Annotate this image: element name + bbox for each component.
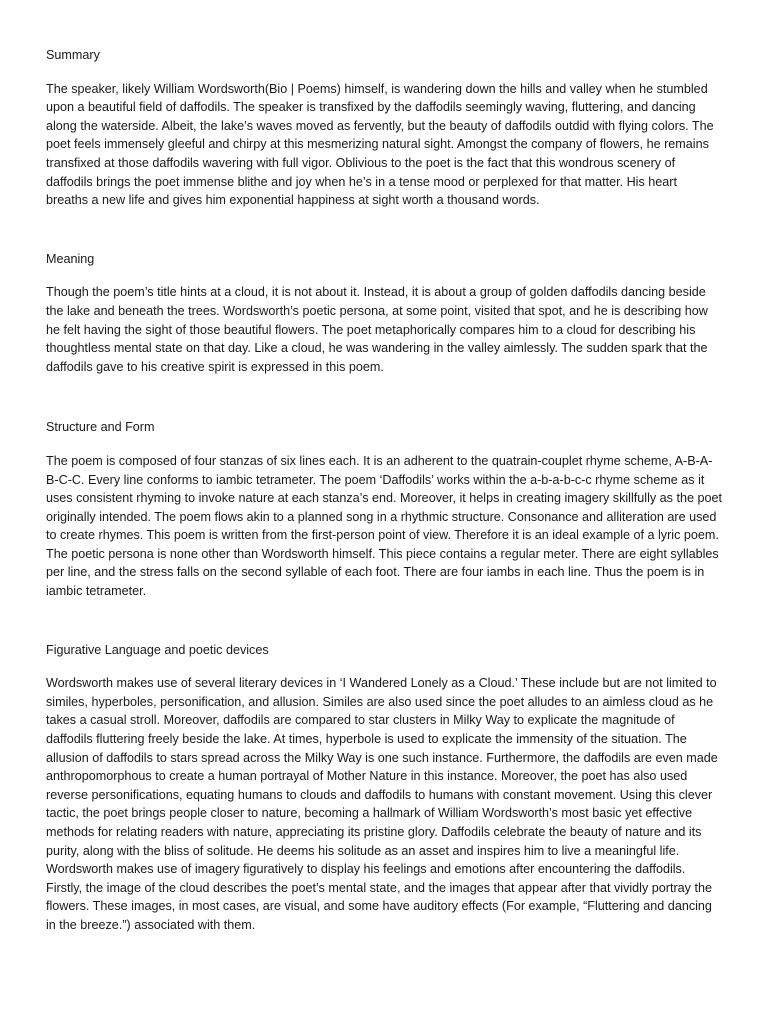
section-paragraph: Though the poem’s title hints at a cloud, it is not about it. Instead, it is about a group of golden daffodils dancing beside the lake and beneath the trees. Wordsworth’s poetic persona, at some point, visited that spot, and he is describing how he felt having the sight of those beautiful flowers. The poet metaphorically compares him to a cloud for describing his thoughtless mental state on that day. Like a cloud, he was wandering in the valley aimlessly. The sudden spark that the daffodils gave to his creative spirit is expressed in this poem.: [46, 285, 708, 374]
figurative-language-section: [46, 641, 722, 935]
section-heading: Meaning: [46, 251, 95, 266]
section-paragraph: Wordsworth makes use of several literary devices in ‘I Wandered Lonely as a Cloud.’ These include but are not limited to similes, hyperboles, personification, and allusion. Similes are also used since the poet alludes to an aimless cloud as he takes a casual stroll. Moreover, daffodils are compared to star clusters in Milky Way to explicate the magnitude of daffodils fluttering freely beside the lake. At times, hyperbole is used to explicate the immensity of the situation. The allusion of daffodils to stars spread across the Milky Way is one such instance. Furthermore, the daffodils are even made anthropomorphous to create a human portrayal of Mother Nature in this instance. Moreover, the poet has also used reverse personifications, equating humans to clouds and daffodils to humans with constant movement. Using this clever tactic, the poet brings people closer to nature, becoming a hallmark of William Wordsworth’s most basic yet effective methods for relating readers with nature, appreciating its pristine glory. Daffodils celebrate the beauty of nature and its purity, along with the bliss of solitude. He deems his solitude as an asset and inspires him to live a meaningful life. Wordsworth makes use of imagery figuratively to display his feelings and emotions after encountering the daffodils. Firstly, the image of the cloud describes the poet’s mental state, and the images that appear after that vividly portray the flowers. These images, in most cases, are visual, and some have auditory effects (For example, “Fluttering and dancing in the breeze.”) associated with them.: [46, 676, 718, 932]
section-heading: Summary: [46, 48, 100, 62]
meaning-section: [46, 250, 722, 377]
summary-section: [46, 46, 722, 210]
section-heading: Figurative Language and poetic devices: [46, 642, 269, 657]
section-paragraph: The poem is composed of four stanzas of six lines each. It is an adherent to the quatrain-couplet rhyme scheme, A-B-A-B-C-C. Every line conforms to iambic tetrameter. The poem ‘Daffodils’ works within the a-b-a-b-c-c rhyme scheme as it uses consistent rhyming to invoke nature at each stanza’s end. Moreover, it helps in creating imagery skillfully as the poet originally intended. The poem flows akin to a planned song in a rhythmic structure. Consonance and alliteration are used to create rhymes. This poem is written from the first-person point of view. Therefore it is an ideal example of a lyric poem. The poetic persona is none other than Wordsworth himself. This piece contains a regular meter. There are eight syllables per line, and the stress falls on the second syllable of each foot. There are four iambs in each line. Thus the poem is in iambic tetrameter.: [46, 453, 722, 599]
section-heading: Structure and Form: [46, 420, 155, 435]
structure-and-form-section: [46, 418, 722, 600]
section-paragraph: The speaker, likely William Wordsworth(Bio | Poems) himself, is wandering down the hills and valley when he stumbled upon a beautiful field of daffodils. The speaker is transfixed by the daffodils seemingly waving, fluttering, and dancing along the waterside. Albeit, the lake’s waves moved as fervently, but the beauty of daffodils outdid with flying colors. The poet feels immensely gleeful and chirpy at this mesmerizing natural sight. Amongst the company of flowers, he remains transfixed at those daffodils wavering with full vigor. Oblivious to the poet is the fact that this wondrous scenery of daffodils brings the poet immense blithe and joy when he’s in a tense mood or perplexed for that matter. His heart breaths a new life and gives him exponential happiness at sight worth a thousand words.: [46, 81, 714, 208]
